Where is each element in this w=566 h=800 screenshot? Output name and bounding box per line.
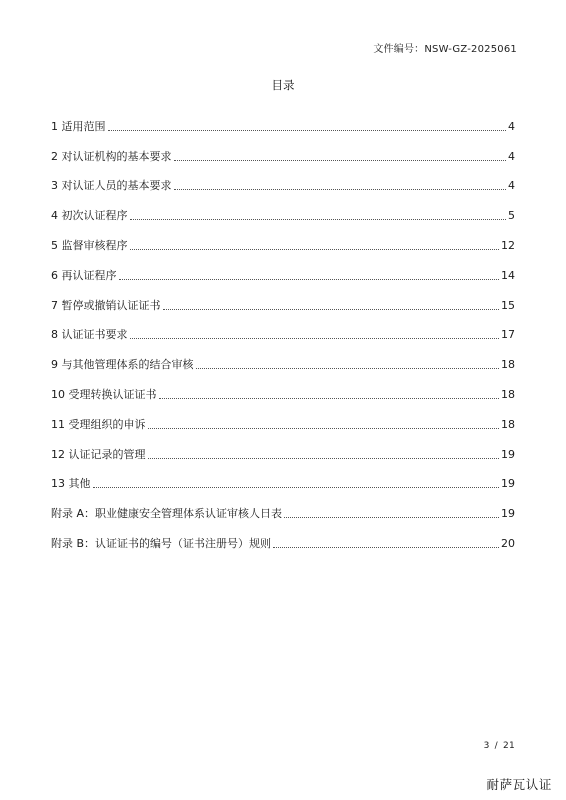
toc-dot-leader: [163, 308, 500, 310]
toc-dot-leader: [273, 546, 499, 548]
footer-brand: 耐萨瓦认证: [486, 777, 552, 792]
toc-entry[interactable]: [51, 313, 515, 343]
toc-entry-label: 6 再认证程序: [51, 268, 117, 282]
toc-entry-label: 5 监督审核程序: [51, 238, 128, 252]
toc-entry-page-number: 15: [501, 298, 515, 312]
toc-title: 目录: [271, 78, 295, 92]
toc-entry[interactable]: [51, 462, 515, 492]
toc-entry-label: 附录 A：职业健康安全管理体系认证审核人日表: [51, 507, 283, 521]
toc-entry-label: 12 认证记录的管理: [51, 447, 146, 461]
toc-dot-leader: [196, 367, 500, 369]
toc-entry[interactable]: [51, 164, 515, 194]
page-indicator: [484, 741, 515, 751]
toc-entry-label: 8 认证证书要求: [51, 328, 128, 342]
toc-dot-leader: [148, 457, 500, 459]
toc-entry-label: 3 对认证人员的基本要求: [51, 179, 172, 193]
toc-dot-leader: [93, 486, 500, 488]
page-separator: /: [494, 741, 498, 751]
toc-entry-page-number: 18: [501, 387, 515, 401]
toc-entry-page-number: 17: [501, 328, 515, 342]
toc-dot-leader: [130, 218, 507, 220]
toc-entry-label: 2 对认证机构的基本要求: [51, 149, 172, 163]
total-page-count: 21: [502, 741, 515, 751]
toc-entry-page-number: 19: [501, 447, 515, 461]
toc-entry-label: 7 暂停或撤销认证证书: [51, 298, 161, 312]
toc-entry-page-number: 4: [508, 179, 515, 193]
toc-dot-leader: [108, 129, 507, 131]
toc-entry-page-number: 18: [501, 417, 515, 431]
toc-entry-page-number: 18: [501, 358, 515, 372]
toc-entry-label: 10 受理转换认证证书: [51, 387, 157, 401]
toc-entry[interactable]: [51, 134, 515, 164]
toc-entry[interactable]: [51, 253, 515, 283]
toc-dot-leader: [148, 427, 500, 429]
toc-entry[interactable]: [51, 342, 515, 372]
toc-entry[interactable]: [51, 491, 515, 521]
toc-dot-leader: [130, 337, 500, 339]
document-number: 文件编号：NSW-GZ-2025061: [373, 44, 517, 55]
toc-entry[interactable]: [51, 193, 515, 223]
toc-dot-leader: [174, 188, 507, 190]
toc-entry-page-number: 5: [508, 209, 515, 223]
toc-entry-label: 1 适用范围: [51, 119, 106, 133]
toc-entry-page-number: 20: [501, 536, 515, 550]
toc-entry[interactable]: [51, 223, 515, 253]
toc-entry-page-number: 12: [501, 238, 515, 252]
toc-dot-leader: [130, 248, 500, 250]
toc-dot-leader: [284, 516, 499, 518]
toc-entry[interactable]: [51, 521, 515, 551]
toc-entry-page-number: 4: [508, 149, 515, 163]
toc-entry[interactable]: [51, 283, 515, 313]
toc-entry-page-number: 4: [508, 119, 515, 133]
toc-list: [51, 104, 515, 551]
current-page-number: 3: [483, 741, 490, 751]
toc-entry[interactable]: [51, 372, 515, 402]
toc-dot-leader: [174, 159, 507, 161]
toc-entry-label: 11 受理组织的申诉: [51, 417, 146, 431]
toc-dot-leader: [159, 397, 500, 399]
toc-entry-label: 9 与其他管理体系的结合审核: [51, 358, 194, 372]
toc-entry-page-number: 19: [501, 477, 515, 491]
toc-entry-label: 13 其他: [51, 477, 91, 491]
toc-entry[interactable]: [51, 402, 515, 432]
toc-entry-label: 附录 B：认证证书的编号（证书注册号）规则: [51, 536, 272, 550]
toc-entry-page-number: 14: [501, 268, 515, 282]
toc-entry-label: 4 初次认证程序: [51, 209, 128, 223]
toc-dot-leader: [119, 278, 500, 280]
toc-entry[interactable]: [51, 104, 515, 134]
toc-entry[interactable]: [51, 432, 515, 462]
toc-entry-page-number: 19: [501, 507, 515, 521]
